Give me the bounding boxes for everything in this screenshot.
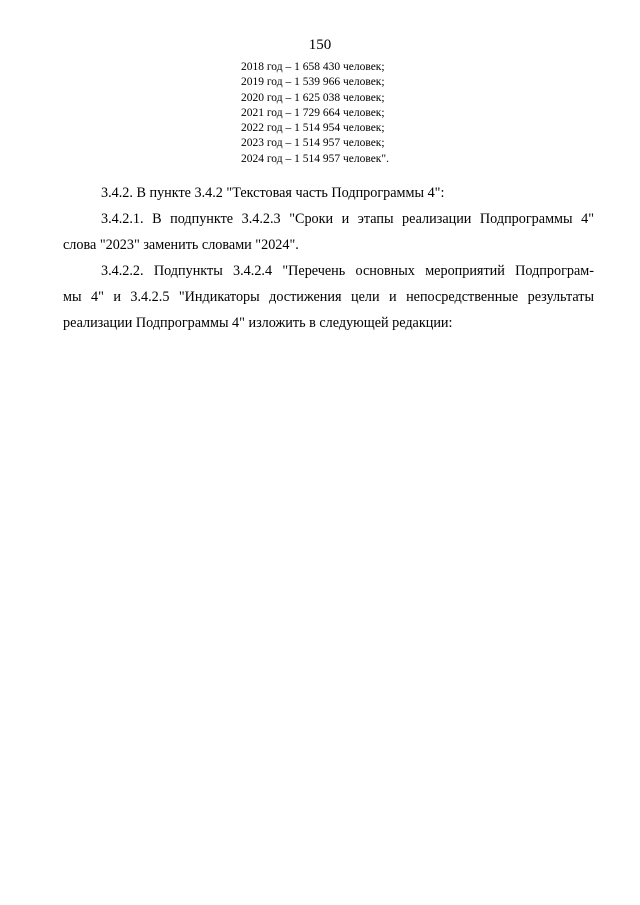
- population-line-2024: 2024 год – 1 514 957 человек".: [241, 152, 389, 165]
- population-line-2022: 2022 год – 1 514 954 человек;: [241, 122, 385, 135]
- page-number: 150: [308, 37, 332, 53]
- paragraph-3-4-2-2-line-1: 3.4.2.2. Подпункты 3.4.2.4 "Перечень основных мероприятий Подпрограм-: [101, 263, 594, 279]
- paragraph-3-4-2-1-line-1: 3.4.2.1. В подпункте 3.4.2.3 "Сроки и этапы реализации Подпрограммы 4": [101, 211, 594, 227]
- population-line-2019: 2019 год – 1 539 966 человек;: [241, 76, 385, 89]
- paragraph-3-4-2: [63, 180, 594, 206]
- paragraph-3-4-2-2-line-3: реализации Подпрограммы 4" изложить в следующей редакции:: [63, 315, 453, 331]
- population-list: [241, 60, 501, 167]
- population-line-2018: 2018 год – 1 658 430 человек;: [241, 61, 385, 73]
- paragraph-3-4-2-text: 3.4.2. В пункте 3.4.2 "Текстовая часть Подпрограммы 4":: [101, 185, 445, 201]
- population-line-2023: 2023 год – 1 514 957 человек;: [241, 137, 385, 150]
- paragraph-3-4-2-1-line-2: слова "2023" заменить словами "2024".: [63, 237, 299, 253]
- population-line-2021: 2021 год – 1 729 664 человек;: [241, 106, 385, 119]
- paragraph-3-4-2-2: [63, 258, 594, 336]
- paragraph-3-4-2-1: [63, 206, 594, 258]
- population-line-2020: 2020 год – 1 625 038 человек;: [241, 91, 385, 104]
- paragraph-3-4-2-2-line-2: мы 4" и 3.4.2.5 "Индикаторы достижения цели и непосредственные результаты: [63, 289, 594, 305]
